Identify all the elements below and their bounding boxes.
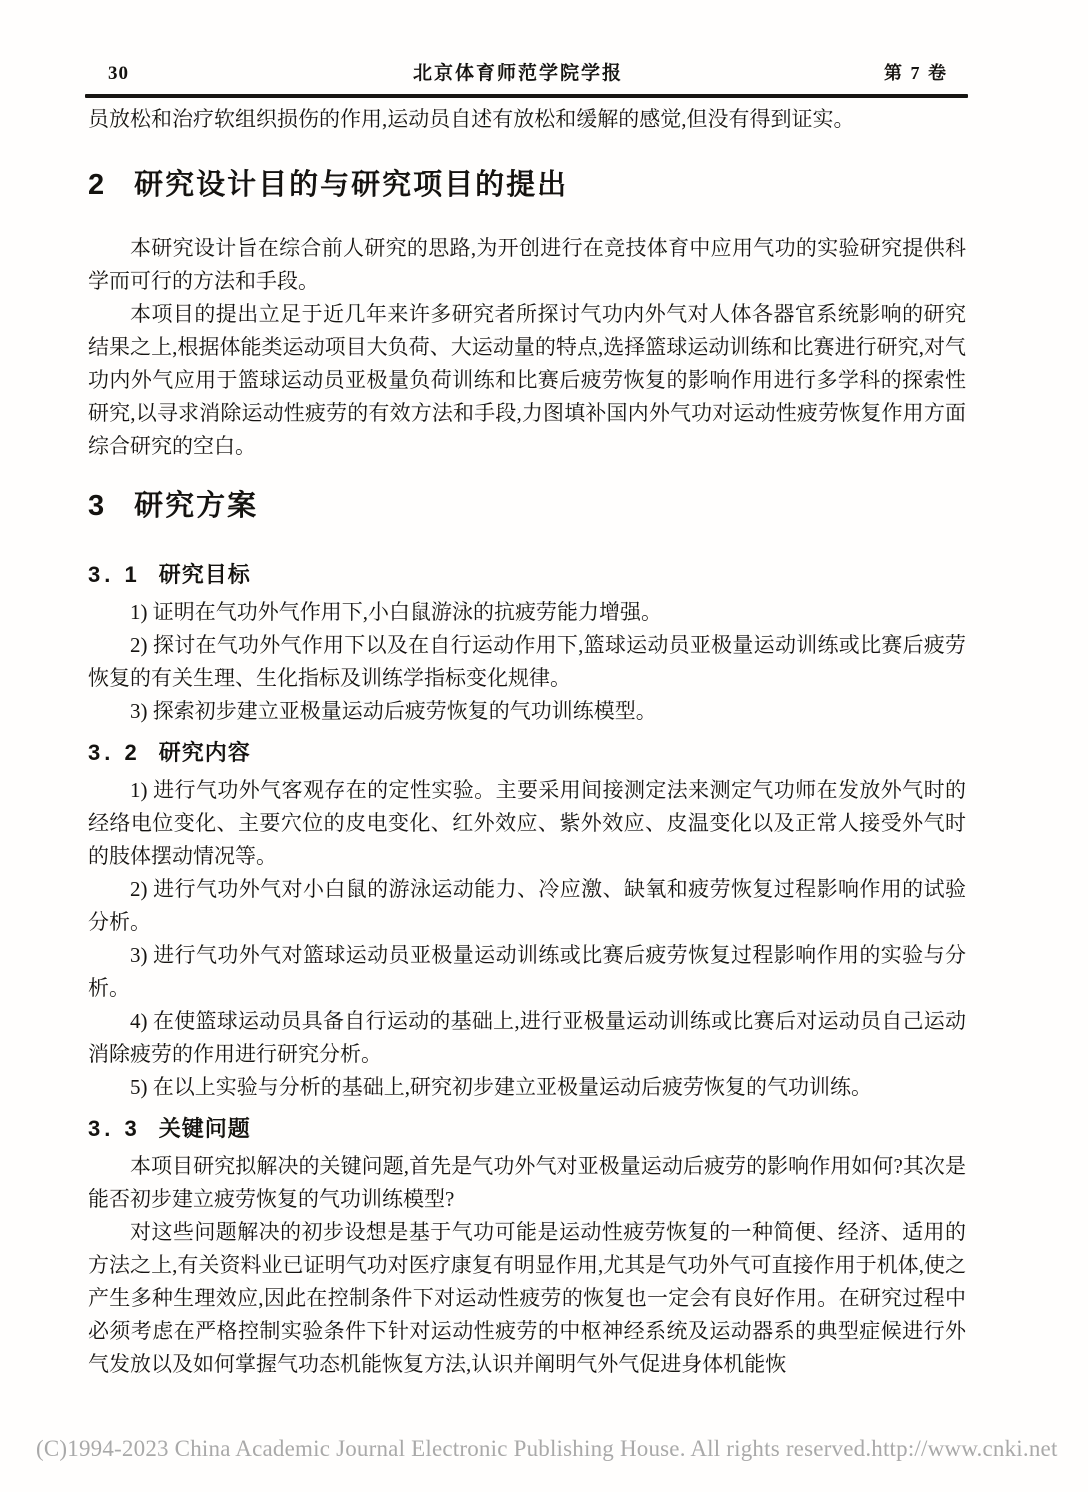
continued-paragraph: 员放松和治疗软组织损伤的作用,运动员自述有放松和缓解的感觉,但没有得到证实。 (88, 107, 855, 131)
list-item: 4) 在使篮球运动员具备自行运动的基础上,进行亚极量运动训练或比赛后对运动员自己运动消除疲劳的作用进行研究分析。 (88, 1009, 966, 1066)
cnki-url: http://www.cnki.net (871, 1436, 1058, 1461)
page-header (88, 58, 966, 85)
subsection-3-1-heading (88, 561, 966, 589)
subsection-3-3-heading (88, 1115, 966, 1143)
copyright-text: (C)1994-2023 China Academic Journal Electronic Publishing House. All rights reserved. (36, 1436, 872, 1461)
subsection-3-3-number: 3. 3 (88, 1116, 141, 1141)
subsection-3-2-heading (88, 739, 966, 767)
list-item: 3) 探索初步建立亚极量运动后疲劳恢复的气功训练模型。 (130, 699, 657, 723)
list-item: 5) 在以上实验与分析的基础上,研究初步建立亚极量运动后疲劳恢复的气功训练。 (130, 1075, 872, 1099)
article-body (88, 103, 966, 1381)
section-3-3-paragraph: 本项目研究拟解决的关键问题,首先是气功外气对亚极量运动后疲劳的影响作用如何?其次是能否初步建立疲劳恢复的气功训练模型? (88, 1154, 966, 1211)
subsection-3-1-title: 研究目标 (158, 562, 251, 587)
subsection-3-2-title: 研究内容 (158, 740, 251, 765)
journal-title: 北京体育师范学院学报 (412, 63, 623, 84)
page-number: 30 (108, 63, 129, 84)
section-2-paragraph: 本研究设计旨在综合前人研究的思路,为开创进行在竞技体育中应用气功的实验研究提供科学而可行的方法和手段。 (88, 236, 966, 293)
section-2-title: 研究设计目的与研究项目的提出 (134, 169, 569, 201)
volume-label: 第 7 卷 (884, 63, 948, 83)
section-2-heading (88, 166, 966, 204)
list-item: 1) 进行气功外气客观存在的定性实验。主要采用间接测定法来测定气功师在发放外气时的经络电位变化、主要穴位的皮电变化、红外效应、紫外效应、皮温变化以及正常人接受外气时的肢体摆动情况等。 (88, 778, 966, 868)
subsection-3-3-title: 关键问题 (158, 1116, 251, 1141)
section-3-heading (88, 487, 966, 525)
list-item: 3) 进行气功外气对篮球运动员亚极量运动训练或比赛后疲劳恢复过程影响作用的实验与分析。 (88, 943, 966, 1000)
cnki-footer (36, 1436, 1058, 1462)
header-rule (85, 94, 968, 98)
section-3-3-paragraph: 对这些问题解决的初步设想是基于气功可能是运动性疲劳恢复的一种简便、经济、适用的方法之上,有关资料业已证明气功对医疗康复有明显作用,尤其是气功外气可直接作用于机体,使之产生多种生理效应,因此在控制条件下对运动性疲劳的恢复也一定会有良好作用。在研究过程中必须考虑在严格控制实验条件下针对运动性疲劳的中枢神经系统及运动器系的典型症候进行外气发放以及如何掌握气功态机能恢复方法,认识并阐明气外气促进身体机能恢 (88, 1220, 966, 1376)
list-item: 1) 证明在气功外气作用下,小白鼠游泳的抗疲劳能力增强。 (130, 600, 662, 624)
section-3-title: 研究方案 (134, 490, 259, 522)
section-2-number: 2 (88, 169, 105, 201)
section-2-paragraph: 本项目的提出立足于近几年来许多研究者所探讨气功内外气对人体各器官系统影响的研究结果之上,根据体能类运动项目大负荷、大运动量的特点,选择篮球运动训练和比赛进行研究,对气功内外气应用于篮球运动员亚极量负荷训练和比赛后疲劳恢复的影响作用进行多学科的探索性研究,以寻求消除运动性疲劳的有效方法和手段,力图填补国内外气功对运动性疲劳恢复作用方面综合研究的空白。 (88, 302, 966, 458)
list-item: 2) 进行气功外气对小白鼠的游泳运动能力、冷应激、缺氧和疲劳恢复过程影响作用的试验分析。 (88, 877, 966, 934)
subsection-3-2-number: 3. 2 (88, 740, 141, 765)
subsection-3-1-number: 3. 1 (88, 562, 141, 587)
section-3-number: 3 (88, 490, 105, 522)
list-item: 2) 探讨在气功外气作用下以及在自行运动作用下,篮球运动员亚极量运动训练或比赛后疲劳恢复的有关生理、生化指标及训练学指标变化规律。 (88, 633, 966, 690)
